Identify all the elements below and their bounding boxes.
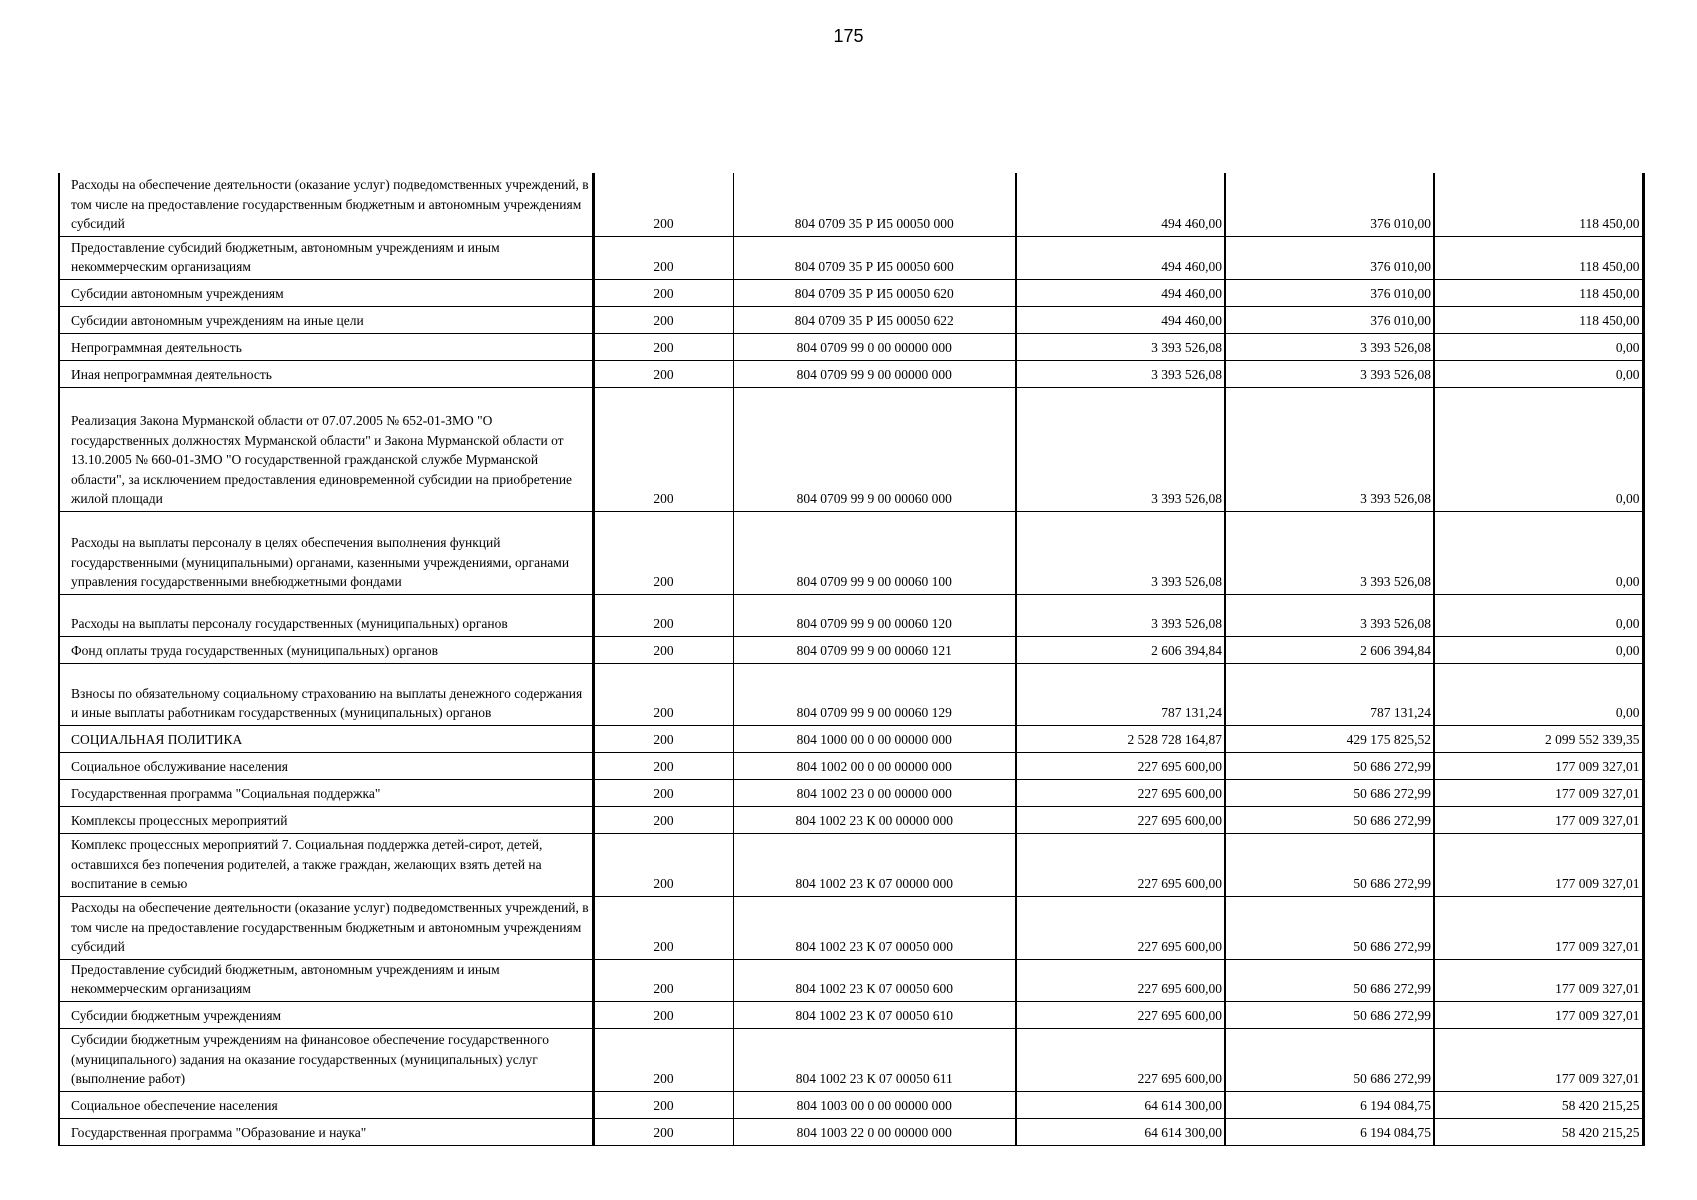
- row-value-3: 58 420 215,25: [1434, 1118, 1643, 1145]
- row-name: Реализация Закона Мурманской области от 07.07.2005 № 652-01-ЗМО "О государственных должностях Мурманской области" и Закона Мурманской области от 13.10.2005 № 660-01-ЗМО "О государственной гражданской службе Мурманской области", за исключением предоставления единовременной субсидии на приобретение жилой площади: [59, 387, 593, 511]
- row-name: Предоставление субсидий бюджетным, автономным учреждениям и иным некоммерческим организациям: [59, 236, 593, 279]
- row-budget-code: 804 0709 99 9 00 00060 120: [733, 594, 1016, 636]
- table-row: [59, 896, 1643, 959]
- row-budget-code: 804 0709 99 9 00 00060 100: [733, 511, 1016, 594]
- row-budget-code: 804 1003 22 0 00 00000 000: [733, 1118, 1016, 1145]
- row-value-2: 3 393 526,08: [1225, 387, 1434, 511]
- row-value-1: 3 393 526,08: [1016, 594, 1225, 636]
- row-admin-code: 200: [593, 236, 733, 279]
- row-admin-code: 200: [593, 333, 733, 360]
- table-row: [59, 333, 1643, 360]
- table-row: [59, 752, 1643, 779]
- row-budget-code: 804 0709 35 Р И5 00050 622: [733, 306, 1016, 333]
- row-budget-code: 804 0709 99 0 00 00000 000: [733, 333, 1016, 360]
- row-name: Субсидии автономным учреждениям: [59, 279, 593, 306]
- row-value-3: 177 009 327,01: [1434, 806, 1643, 833]
- row-admin-code: 200: [593, 1118, 733, 1145]
- row-value-2: 6 194 084,75: [1225, 1118, 1434, 1145]
- row-name: Расходы на обеспечение деятельности (оказание услуг) подведомственных учреждений, в том числе на предоставление государственным бюджетным и автономным учреждениям субсидий: [59, 173, 593, 236]
- row-name: Предоставление субсидий бюджетным, автономным учреждениям и иным некоммерческим организациям: [59, 959, 593, 1001]
- row-value-2: 3 393 526,08: [1225, 360, 1434, 387]
- row-budget-code: 804 0709 35 Р И5 00050 600: [733, 236, 1016, 279]
- row-value-3: 177 009 327,01: [1434, 896, 1643, 959]
- table-row: [59, 1028, 1643, 1091]
- row-value-3: 0,00: [1434, 511, 1643, 594]
- row-budget-code: 804 0709 35 Р И5 00050 000: [733, 173, 1016, 236]
- row-name: Комплекс процессных мероприятий 7. Социальная поддержка детей-сирот, детей, оставшихся без попечения родителей, а также граждан, желающих взять детей на воспитание в семью: [59, 833, 593, 896]
- table-row: [59, 387, 1643, 511]
- row-name: Социальное обеспечение населения: [59, 1091, 593, 1118]
- row-value-2: 50 686 272,99: [1225, 806, 1434, 833]
- row-admin-code: 200: [593, 725, 733, 752]
- row-value-3: 118 450,00: [1434, 306, 1643, 333]
- row-value-2: 376 010,00: [1225, 236, 1434, 279]
- row-admin-code: 200: [593, 636, 733, 663]
- row-name: Расходы на выплаты персоналу в целях обеспечения выполнения функций государственными (муниципальными) органами, казенными учреждениями, органами управления государственными внебюджетными фондами: [59, 511, 593, 594]
- row-name: Расходы на выплаты персоналу государственных (муниципальных) органов: [59, 594, 593, 636]
- row-admin-code: 200: [593, 959, 733, 1001]
- row-admin-code: 200: [593, 752, 733, 779]
- row-value-1: 494 460,00: [1016, 236, 1225, 279]
- row-value-3: 177 009 327,01: [1434, 752, 1643, 779]
- row-value-3: 177 009 327,01: [1434, 1028, 1643, 1091]
- row-value-3: 0,00: [1434, 594, 1643, 636]
- row-value-1: 227 695 600,00: [1016, 959, 1225, 1001]
- row-value-3: 177 009 327,01: [1434, 1001, 1643, 1028]
- row-value-1: 227 695 600,00: [1016, 1001, 1225, 1028]
- row-value-1: 227 695 600,00: [1016, 896, 1225, 959]
- table-row: [59, 959, 1643, 1001]
- table-row: [59, 173, 1643, 236]
- table-row: [59, 306, 1643, 333]
- row-value-1: 3 393 526,08: [1016, 360, 1225, 387]
- row-value-2: 3 393 526,08: [1225, 511, 1434, 594]
- row-budget-code: 804 0709 99 9 00 00000 000: [733, 360, 1016, 387]
- row-budget-code: 804 1002 23 К 07 00050 000: [733, 896, 1016, 959]
- row-budget-code: 804 0709 99 9 00 00060 129: [733, 663, 1016, 725]
- row-value-3: 177 009 327,01: [1434, 959, 1643, 1001]
- row-name: Субсидии бюджетным учреждениям: [59, 1001, 593, 1028]
- row-value-1: 3 393 526,08: [1016, 511, 1225, 594]
- row-admin-code: 200: [593, 833, 733, 896]
- row-value-2: 3 393 526,08: [1225, 333, 1434, 360]
- row-value-2: 376 010,00: [1225, 306, 1434, 333]
- row-value-2: 376 010,00: [1225, 279, 1434, 306]
- row-admin-code: 200: [593, 663, 733, 725]
- row-admin-code: 200: [593, 360, 733, 387]
- table-row: [59, 279, 1643, 306]
- row-name: Комплексы процессных мероприятий: [59, 806, 593, 833]
- table-row: [59, 1118, 1643, 1145]
- page-number: 175: [833, 26, 864, 46]
- row-value-2: 50 686 272,99: [1225, 1028, 1434, 1091]
- row-value-2: 429 175 825,52: [1225, 725, 1434, 752]
- row-admin-code: 200: [593, 806, 733, 833]
- row-value-1: 227 695 600,00: [1016, 806, 1225, 833]
- row-budget-code: 804 1003 00 0 00 00000 000: [733, 1091, 1016, 1118]
- row-admin-code: 200: [593, 594, 733, 636]
- row-value-3: 118 450,00: [1434, 279, 1643, 306]
- row-value-2: 2 606 394,84: [1225, 636, 1434, 663]
- row-value-1: 227 695 600,00: [1016, 833, 1225, 896]
- row-admin-code: 200: [593, 1001, 733, 1028]
- table-row: [59, 1091, 1643, 1118]
- row-value-1: 2 528 728 164,87: [1016, 725, 1225, 752]
- row-value-3: 0,00: [1434, 360, 1643, 387]
- row-admin-code: 200: [593, 896, 733, 959]
- row-value-3: 0,00: [1434, 636, 1643, 663]
- row-budget-code: 804 1002 23 К 07 00050 611: [733, 1028, 1016, 1091]
- row-value-1: 64 614 300,00: [1016, 1091, 1225, 1118]
- row-name: Взносы по обязательному социальному страхованию на выплаты денежного содержания и иные выплаты работникам государственных (муниципальных) органов: [59, 663, 593, 725]
- table-row: [59, 360, 1643, 387]
- row-name: Субсидии автономным учреждениям на иные цели: [59, 306, 593, 333]
- row-value-1: 227 695 600,00: [1016, 1028, 1225, 1091]
- row-name: Государственная программа "Социальная поддержка": [59, 779, 593, 806]
- row-budget-code: 804 0709 99 9 00 00060 121: [733, 636, 1016, 663]
- row-value-3: 0,00: [1434, 387, 1643, 511]
- budget-table: [58, 173, 1645, 1146]
- table-row: [59, 511, 1643, 594]
- row-budget-code: 804 1002 23 К 07 00050 610: [733, 1001, 1016, 1028]
- row-budget-code: 804 1002 23 К 07 00050 600: [733, 959, 1016, 1001]
- row-value-1: 64 614 300,00: [1016, 1118, 1225, 1145]
- row-admin-code: 200: [593, 173, 733, 236]
- table-row: [59, 833, 1643, 896]
- row-value-2: 50 686 272,99: [1225, 833, 1434, 896]
- row-budget-code: 804 1002 00 0 00 00000 000: [733, 752, 1016, 779]
- row-value-2: 6 194 084,75: [1225, 1091, 1434, 1118]
- row-admin-code: 200: [593, 1028, 733, 1091]
- row-value-3: 118 450,00: [1434, 236, 1643, 279]
- row-name: Непрограммная деятельность: [59, 333, 593, 360]
- row-value-2: 50 686 272,99: [1225, 896, 1434, 959]
- row-name: СОЦИАЛЬНАЯ ПОЛИТИКА: [59, 725, 593, 752]
- row-budget-code: 804 0709 35 Р И5 00050 620: [733, 279, 1016, 306]
- row-name: Субсидии бюджетным учреждениям на финансовое обеспечение государственного (муниципального) задания на оказание государственных (муниципальных) услуг (выполнение работ): [59, 1028, 593, 1091]
- row-value-1: 227 695 600,00: [1016, 779, 1225, 806]
- table-row: [59, 636, 1643, 663]
- row-value-2: 50 686 272,99: [1225, 959, 1434, 1001]
- row-budget-code: 804 0709 99 9 00 00060 000: [733, 387, 1016, 511]
- row-value-1: 494 460,00: [1016, 279, 1225, 306]
- row-budget-code: 804 1000 00 0 00 00000 000: [733, 725, 1016, 752]
- table-row: [59, 725, 1643, 752]
- row-value-3: 118 450,00: [1434, 173, 1643, 236]
- row-admin-code: 200: [593, 387, 733, 511]
- row-admin-code: 200: [593, 779, 733, 806]
- table-row: [59, 1001, 1643, 1028]
- row-value-3: 177 009 327,01: [1434, 833, 1643, 896]
- row-value-3: 0,00: [1434, 663, 1643, 725]
- row-budget-code: 804 1002 23 К 07 00000 000: [733, 833, 1016, 896]
- row-value-1: 3 393 526,08: [1016, 387, 1225, 511]
- row-value-2: 3 393 526,08: [1225, 594, 1434, 636]
- row-value-1: 494 460,00: [1016, 306, 1225, 333]
- row-budget-code: 804 1002 23 0 00 00000 000: [733, 779, 1016, 806]
- row-value-3: 0,00: [1434, 333, 1643, 360]
- row-admin-code: 200: [593, 511, 733, 594]
- row-name: Расходы на обеспечение деятельности (оказание услуг) подведомственных учреждений, в том числе на предоставление государственным бюджетным и автономным учреждениям субсидий: [59, 896, 593, 959]
- table-row: [59, 594, 1643, 636]
- table-row: [59, 236, 1643, 279]
- row-admin-code: 200: [593, 279, 733, 306]
- row-value-1: 494 460,00: [1016, 173, 1225, 236]
- row-name: Фонд оплаты труда государственных (муниципальных) органов: [59, 636, 593, 663]
- table-row: [59, 663, 1643, 725]
- row-value-2: 787 131,24: [1225, 663, 1434, 725]
- row-value-2: 50 686 272,99: [1225, 779, 1434, 806]
- row-value-3: 58 420 215,25: [1434, 1091, 1643, 1118]
- row-value-1: 3 393 526,08: [1016, 333, 1225, 360]
- row-budget-code: 804 1002 23 К 00 00000 000: [733, 806, 1016, 833]
- row-admin-code: 200: [593, 1091, 733, 1118]
- table-row: [59, 779, 1643, 806]
- row-value-1: 227 695 600,00: [1016, 752, 1225, 779]
- row-value-1: 2 606 394,84: [1016, 636, 1225, 663]
- row-value-3: 2 099 552 339,35: [1434, 725, 1643, 752]
- row-name: Иная непрограммная деятельность: [59, 360, 593, 387]
- row-value-2: 376 010,00: [1225, 173, 1434, 236]
- row-value-1: 787 131,24: [1016, 663, 1225, 725]
- row-value-2: 50 686 272,99: [1225, 752, 1434, 779]
- table-row: [59, 806, 1643, 833]
- row-value-2: 50 686 272,99: [1225, 1001, 1434, 1028]
- row-name: Государственная программа "Образование и наука": [59, 1118, 593, 1145]
- row-value-3: 177 009 327,01: [1434, 779, 1643, 806]
- row-name: Социальное обслуживание населения: [59, 752, 593, 779]
- row-admin-code: 200: [593, 306, 733, 333]
